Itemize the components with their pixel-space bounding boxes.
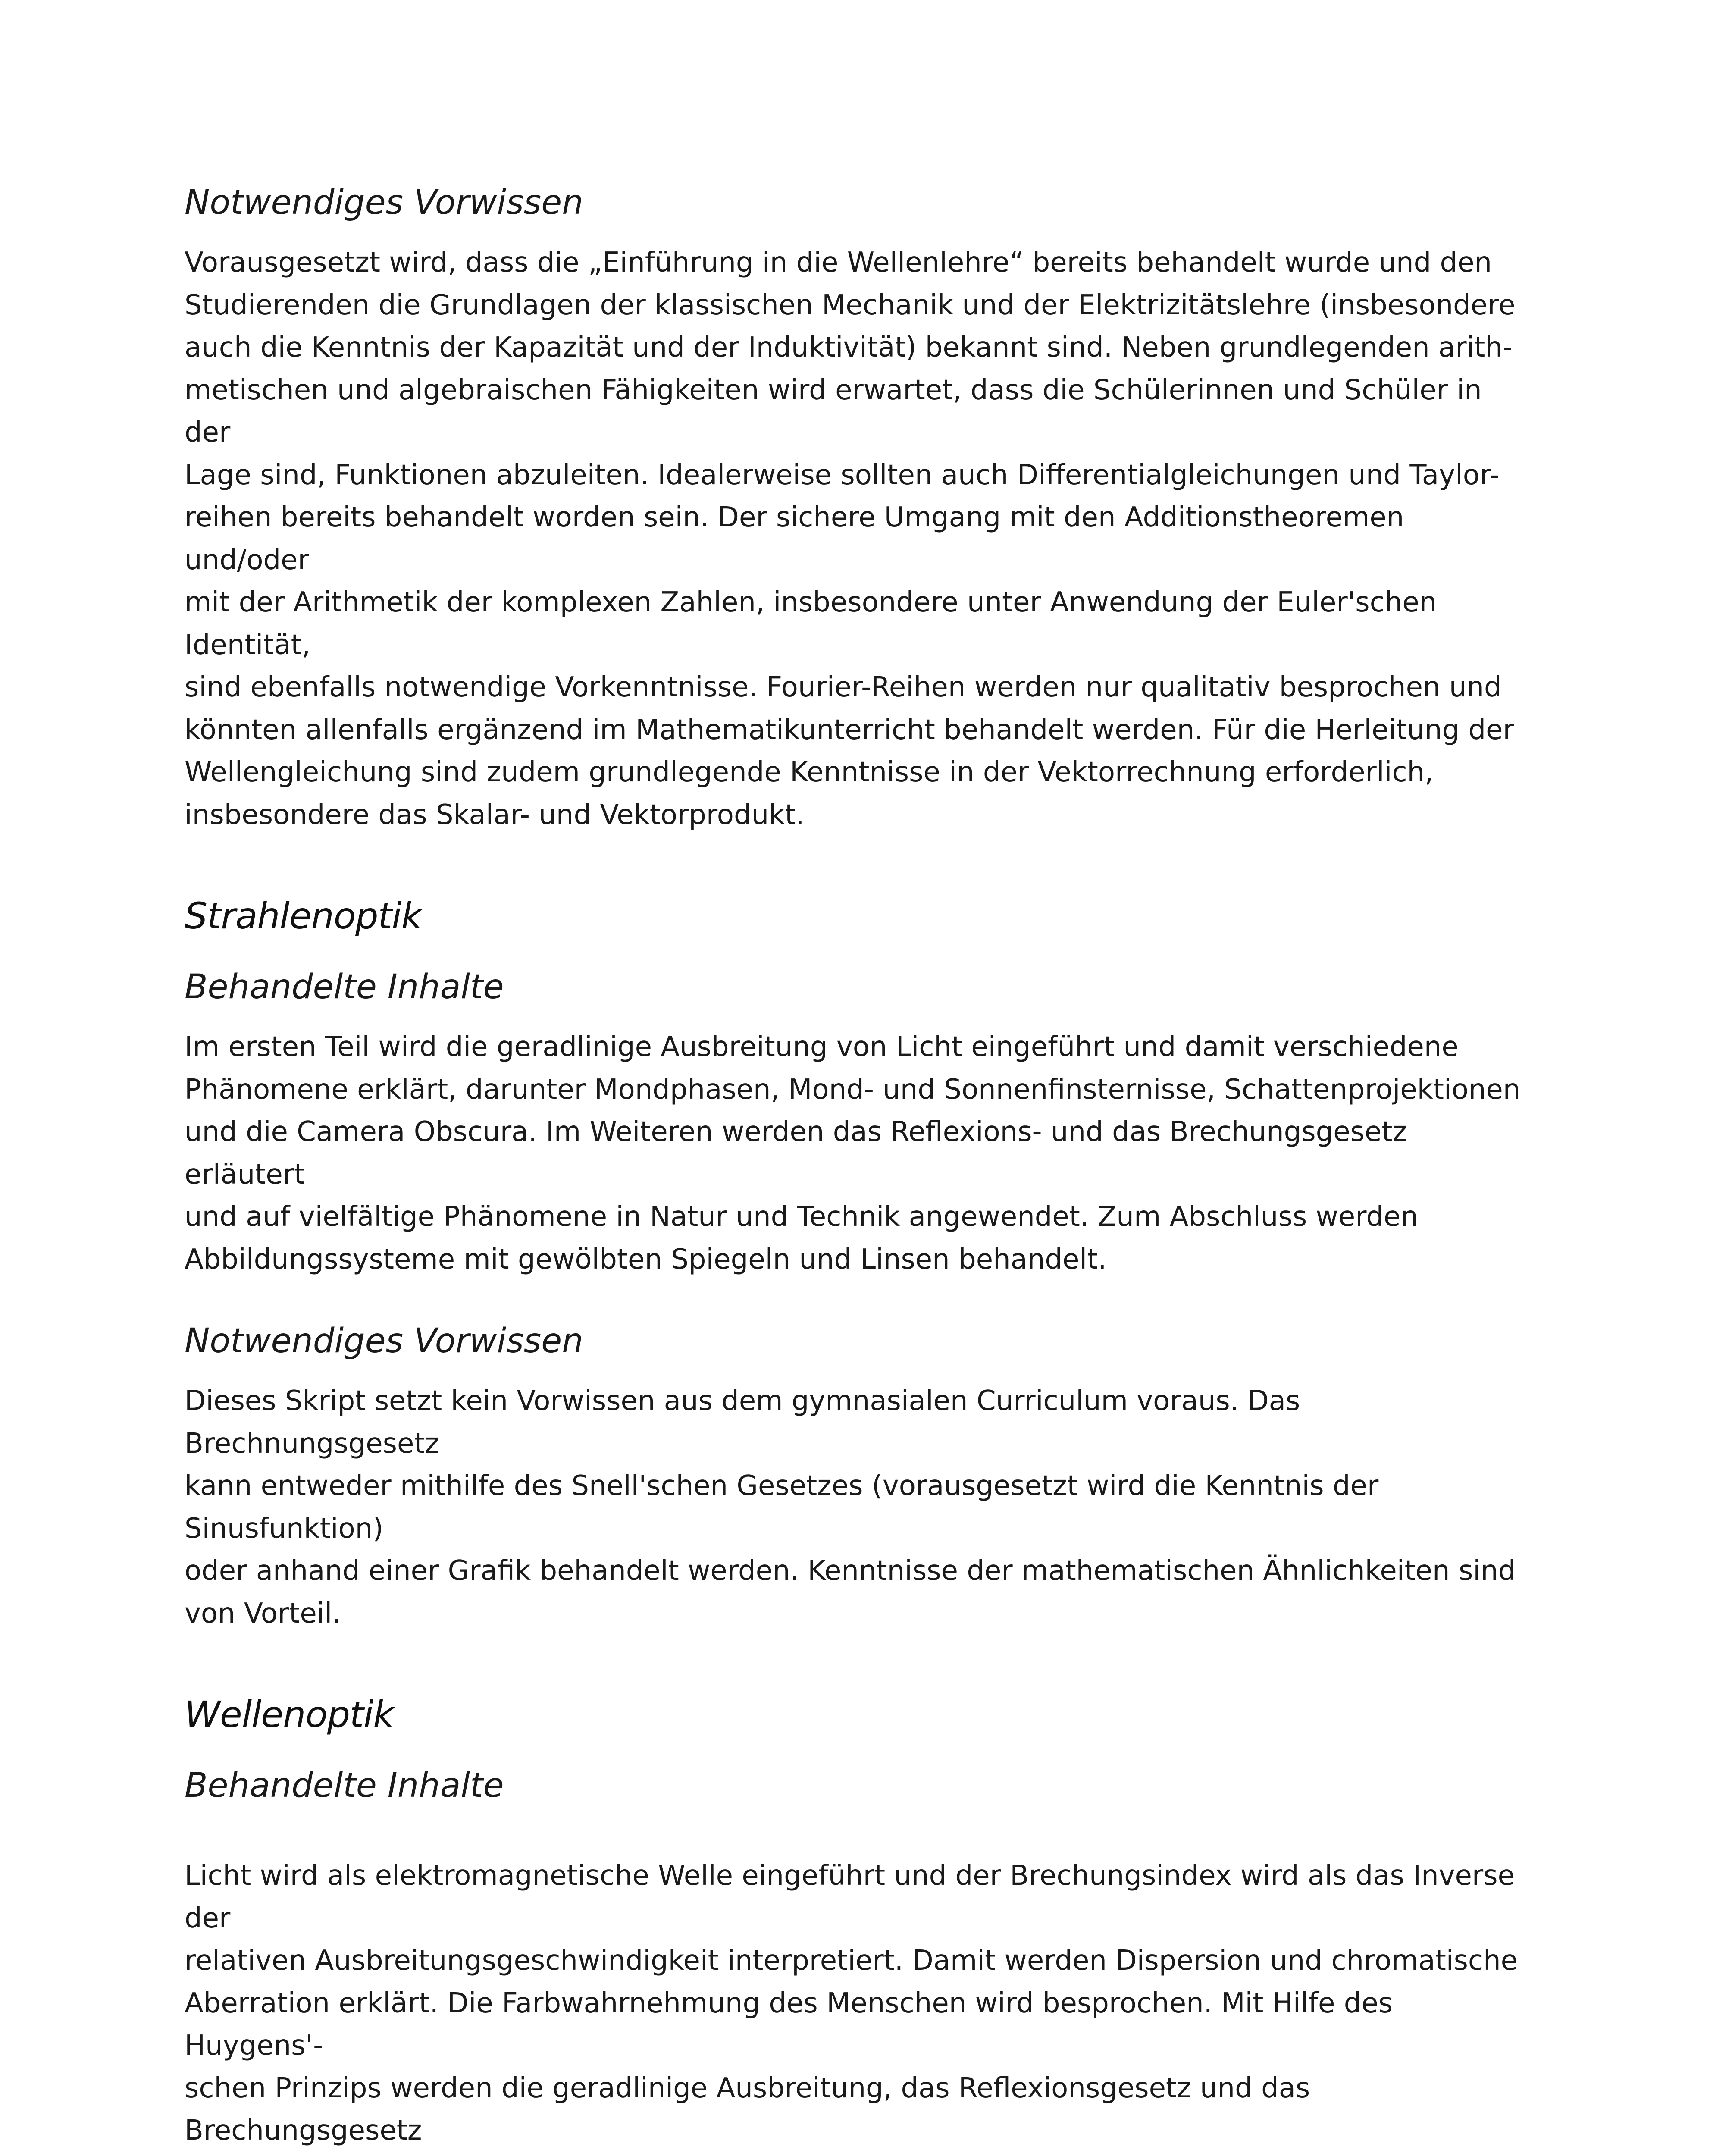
strahlenoptik-title: Strahlenoptik (185, 895, 422, 937)
text-line: relativen Ausbreitungsgeschwindigkeit interpretiert. Damit werden Dispersion und chromatische (185, 1945, 1518, 1977)
wellenoptik-contents-heading: Behandelte Inhalte (185, 1766, 504, 1805)
text-line: Im ersten Teil wird die geradlinige Ausbreitung von Licht eingeführt und damit verschiedene (185, 1031, 1459, 1063)
strahlenoptik-contents-heading: Behandelte Inhalte (185, 968, 504, 1006)
intro-prior-knowledge-paragraph (185, 241, 1521, 836)
wellenoptik-contents-paragraph (185, 1855, 1521, 2156)
wellenoptik-title: Wellenoptik (185, 1693, 394, 1736)
text-line: Licht wird als elektromagnetische Welle eingeführt und der Brechungsindex wird als das Inverse der (185, 1860, 1515, 1934)
text-line: insbesondere das Skalar- und Vektorprodukt. (185, 799, 805, 831)
text-line: und auf vielfältige Phänomene in Natur und Technik angewendet. Zum Abschluss werden (185, 1201, 1418, 1233)
text-line: Lage sind, Funktionen abzuleiten. Idealerweise sollten auch Differentialgleichungen und Taylor- (185, 459, 1500, 491)
text-line: metischen und algebraischen Fähigkeiten wird erwartet, dass die Schülerinnen und Schüler in der (185, 374, 1482, 448)
page-content (185, 181, 1521, 2156)
text-line: reihen bereits behandelt worden sein. Der sichere Umgang mit den Additionstheoremen und/oder (185, 501, 1404, 576)
text-line: schen Prinzips werden die geradlinige Ausbreitung, das Reflexionsgesetz und das Brechungsgesetz (185, 2072, 1310, 2147)
text-line: mit der Arithmetik der komplexen Zahlen, insbesondere unter Anwendung der Euler'schen Identität, (185, 586, 1437, 661)
text-line: Vorausgesetzt wird, dass die „Einführung in die Wellenlehre“ bereits behandelt wurde und den (185, 247, 1492, 279)
intro-prior-knowledge-heading: Notwendiges Vorwissen (185, 183, 583, 222)
strahlenoptik-prior-knowledge-heading: Notwendiges Vorwissen (185, 1322, 583, 1360)
text-line: und die Camera Obscura. Im Weiteren werden das Reflexions- und das Brechungsgesetz erläutert (185, 1116, 1407, 1191)
text-line: sind ebenfalls notwendige Vorkenntnisse. Fourier-Reihen werden nur qualitativ besprochen und (185, 671, 1502, 703)
text-line: Aberration erklärt. Die Farbwahrnehmung des Menschen wird besprochen. Mit Hilfe des Huygens'- (185, 1987, 1393, 2062)
text-line: oder anhand einer Grafik behandelt werden. Kenntnisse der mathematischen Ähnlichkeiten sind (185, 1555, 1516, 1587)
text-line: könnten allenfalls ergänzend im Mathematikunterricht behandelt werden. Für die Herleitung der (185, 714, 1514, 746)
text-line: Wellengleichung sind zudem grundlegende Kenntnisse in der Vektorrechnung erforderlich, (185, 756, 1434, 788)
text-line: von Vorteil. (185, 1597, 341, 1630)
text-line: Abbildungssysteme mit gewölbten Spiegeln und Linsen behandelt. (185, 1243, 1107, 1275)
strahlenoptik-contents-paragraph (185, 1026, 1521, 1281)
text-line: kann entweder mithilfe des Snell'schen Gesetzes (vorausgesetzt wird die Kenntnis der Sinusfunktion) (185, 1470, 1379, 1545)
text-line: auch die Kenntnis der Kapazität und der Induktivität) bekannt sind. Neben grundlegenden arith- (185, 332, 1513, 364)
strahlenoptik-prior-knowledge-paragraph (185, 1380, 1521, 1635)
text-line: Phänomene erklärt, darunter Mondphasen, Mond- und Sonnenfinsternisse, Schattenprojektionen (185, 1073, 1521, 1106)
text-line: Studierenden die Grundlagen der klassischen Mechanik und der Elektrizitätslehre (insbesondere (185, 289, 1516, 321)
text-line: Dieses Skript setzt kein Vorwissen aus dem gymnasialen Curriculum voraus. Das Brechnungsgesetz (185, 1385, 1300, 1460)
